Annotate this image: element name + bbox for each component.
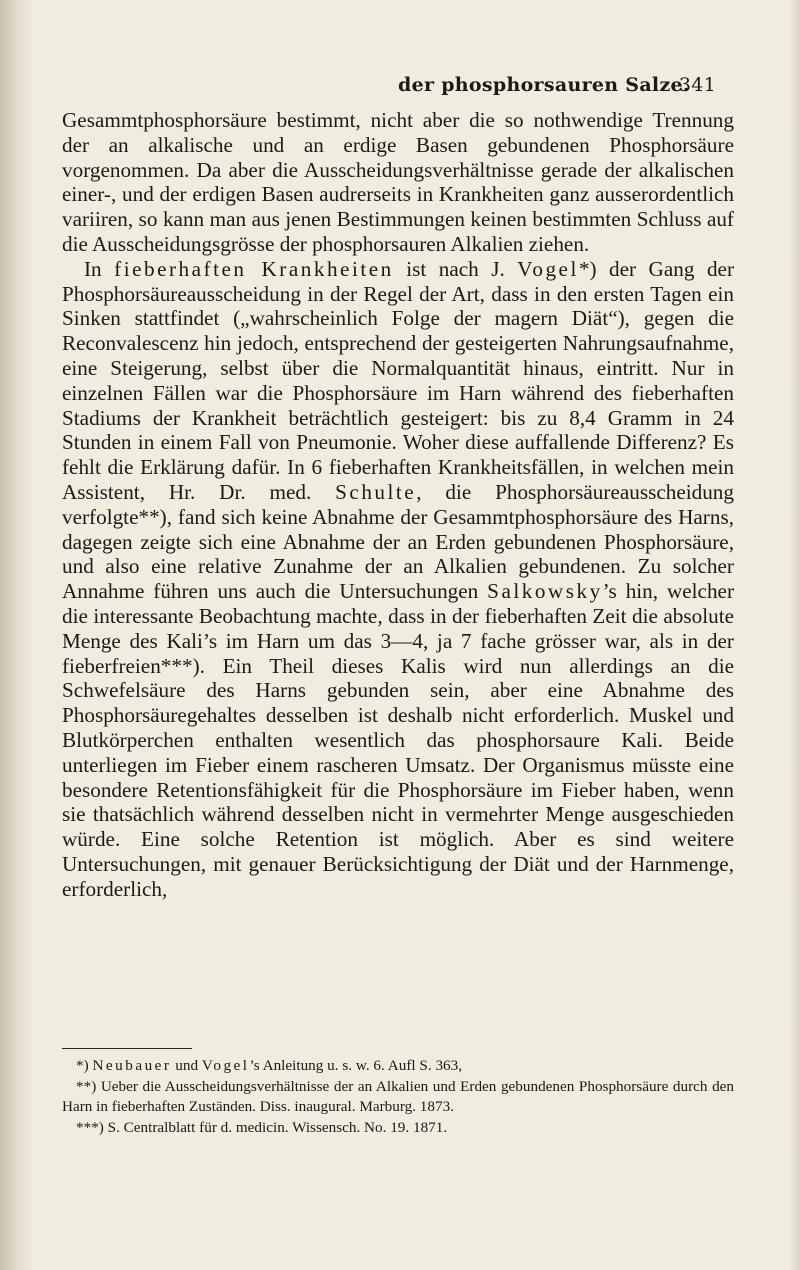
footnote-1-rest: ’s Anleitung u. s. w. 6. Aufl S. 363, — [249, 1057, 463, 1074]
footnote-2: **) Ueber die Ausscheidungsverhältnisse der an Alkalien und Erden gebundenen Phosphorsäure durch den Harn in fieberhaften Zuständen. Diss. inaugural. Marburg. 1873. — [62, 1077, 734, 1115]
footnote-1-author-2: Vogel — [201, 1057, 250, 1074]
page-edge-shadow — [788, 0, 800, 1270]
p2-text-a: In — [84, 256, 115, 281]
p2-text-c: *) der Gang der Phosphorsäureausscheidung in der Regel der Art, dass in den ersten Tagen ein Sinken stattfindet („wahrscheinlich Folge der magern Diät“), gegen die Reconvalescenz hin jedoch, entsprechend der gesteigerten Nahrungsaufnahme, eine Steigerung, selbst über die Normalquantität hinaus, eintritt. Nur in einzelnen Fällen war die Phosphorsäure im Harn während des fieberhaften Stadiums der Krankheit beträchtlich gesteigert: bis zu 8,4 Gramm in 24 Stunden in einem Fall von Pneumonie. Woher diese auffallende Differenz? Es fehlt die Erklärung dafür. In 6 fieberhaften Krankheitsfällen, in welchen mein Assistent, Hr. Dr. med. — [62, 256, 734, 504]
footnote-1 — [62, 1056, 734, 1077]
running-header — [398, 74, 716, 96]
author-schulte: Schulte — [335, 479, 417, 504]
p2-text-e: ’s hin, welcher die interessante Beobachtung machte, dass in der fieberhaften Zeit die absolute Menge des Kali’s im Harn um das 3—4, ja 7 fache grösser war, als in der fieberfreien***). Ein Theil dieses Kalis wird nun allerdings an die Schwefelsäure des Harns gebunden sein, aber eine Abnahme des Phosphorsäuregehaltes desselben ist deshalb nicht erforderlich. Muskel und Blutkörperchen enthalten wesentlich das phosphorsaure Kali. Beide unterliegen im Fieber einem rascheren Umsatz. Der Organismus müsste eine besondere Retentionsfähigkeit für die Phosphorsäure im Fieber haben, wenn sie thatsächlich während desselben nicht in vermehrter Menge ausgeschieden würde. Eine solche Retention ist möglich. Aber es sind weitere Untersuchungen, mit genauer Berücksichtigung der Diät und der Harnmenge, erforderlich, — [62, 579, 734, 901]
body-text — [62, 108, 734, 902]
paragraph-1: Gesammtphosphorsäure bestimmt, nicht aber die so nothwendige Trennung der an alkalische und an erdige Basen gebundenen Phosphorsäure vorgenommen. Da aber die Ausscheidungsverhältnisse gerade der alkalischen einer-, und der erdigen Basen audrerseits in Krankheiten ganz ausserordentlich variiren, so kann man aus jenen Bestimmungen keinen bestimmten Schluss auf die Ausscheidungsgrösse der phosphorsauren Alkalien ziehen. — [62, 108, 734, 256]
page-number: 341 — [678, 74, 716, 96]
footnote-1-author: Neubauer — [92, 1057, 172, 1074]
page-gutter-shadow — [0, 0, 34, 1270]
footnotes — [62, 1056, 734, 1138]
paragraph-2 — [62, 257, 734, 902]
author-vogel: Vogel — [517, 256, 579, 281]
p2-text-b: ist nach J. — [393, 256, 518, 281]
emphasis-fieberhaften-krankheiten: fieberhaften Krankheiten — [114, 256, 394, 281]
footnote-1-mark: *) — [76, 1057, 93, 1074]
footnote-1-mid: und — [171, 1057, 202, 1074]
running-title: der phosphorsauren Salze. — [398, 74, 690, 96]
author-salkowsky: Salkowsky — [487, 579, 603, 604]
p2-text-d: , die Phosphorsäureausscheidung verfolgte**), fand sich keine Abnahme der Gesammtphosphorsäure des Harns, dagegen zeigte sich eine Abnahme der an Erden gebundenen Phosphorsäure, und also eine relative Zunahme der an Alkalien gebundenen. Zu solcher Annahme führen uns auch die Untersuchungen — [62, 479, 734, 604]
footnote-divider — [62, 1048, 192, 1049]
footnote-3: ***) S. Centralblatt für d. medicin. Wissensch. No. 19. 1871. — [76, 1118, 448, 1136]
